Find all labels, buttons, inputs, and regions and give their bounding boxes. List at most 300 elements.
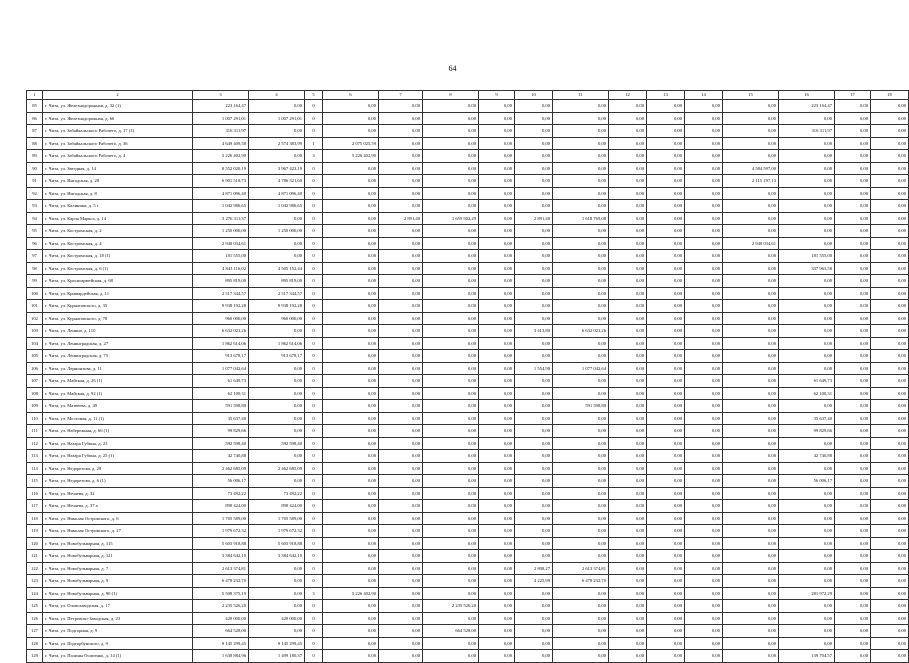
value-cell: 0,00 — [647, 537, 685, 550]
value-cell: 0,00 — [553, 312, 609, 325]
value-cell: 2 517 344,57 — [249, 287, 305, 300]
value-cell: 9 938 192,28 — [193, 300, 249, 313]
value-cell: 1 250 000,00 — [193, 225, 249, 238]
value-cell: 0,00 — [647, 600, 685, 613]
value-cell: 0,00 — [835, 262, 871, 275]
value-cell: 0,00 — [779, 300, 835, 313]
value-cell: 4 505 152,44 — [249, 262, 305, 275]
value-cell: 0,00 — [423, 312, 479, 325]
row-number-cell: 89 — [27, 150, 43, 163]
value-cell: 0 — [305, 525, 323, 538]
value-cell: 0,00 — [515, 300, 553, 313]
value-cell: 0,00 — [379, 612, 423, 625]
value-cell: 9 145 299,45 — [193, 637, 249, 650]
value-cell: 0,00 — [379, 337, 423, 350]
value-cell: 0,00 — [379, 475, 423, 488]
table-body — [27, 100, 909, 663]
address-cell: г. Чита, ул. Подгорбунского, д. 9 — [43, 637, 193, 650]
value-cell: 0,00 — [723, 375, 779, 388]
value-cell: 0,00 — [249, 600, 305, 613]
value-cell: 0,00 — [609, 237, 647, 250]
value-cell: 0,00 — [515, 137, 553, 150]
address-cell: г. Чита, ул. Новобульварная, д. 90 (1) — [43, 587, 193, 600]
value-cell: 0,00 — [779, 400, 835, 413]
value-cell: 4 225,99 — [515, 575, 553, 588]
value-cell: 0,00 — [553, 250, 609, 263]
value-cell: 0,00 — [249, 150, 305, 163]
value-cell: 0,00 — [685, 575, 723, 588]
value-cell: 0,00 — [423, 137, 479, 150]
value-cell: 1 862 614,06 — [249, 337, 305, 350]
value-cell: 913 678,17 — [249, 350, 305, 363]
value-cell: 3 — [305, 587, 323, 600]
value-cell: 0,00 — [553, 375, 609, 388]
value-cell: 0,00 — [479, 400, 515, 413]
value-cell: 139 704,57 — [779, 650, 835, 663]
value-cell: 0,00 — [515, 187, 553, 200]
value-cell: 0,00 — [249, 400, 305, 413]
value-cell: 0,00 — [723, 337, 779, 350]
value-cell: 73 492,22 — [249, 487, 305, 500]
value-cell: 0,00 — [685, 225, 723, 238]
value-cell: 0,00 — [479, 375, 515, 388]
value-cell: 0,00 — [835, 537, 871, 550]
value-cell: 0,00 — [685, 637, 723, 650]
value-cell: 0,00 — [515, 450, 553, 463]
value-cell: 0,00 — [835, 312, 871, 325]
value-cell: 0,00 — [723, 512, 779, 525]
table-row — [27, 287, 909, 300]
value-cell: 0,00 — [723, 525, 779, 538]
value-cell: 0,00 — [779, 575, 835, 588]
value-cell: 0,00 — [685, 550, 723, 563]
table-row — [27, 600, 909, 613]
address-cell: г. Чита, ул. Полины Осипенко, д. 14 (1) — [43, 650, 193, 663]
value-cell: 0,00 — [379, 375, 423, 388]
value-cell: 2 891,40 — [379, 212, 423, 225]
value-cell: 0,00 — [323, 475, 379, 488]
value-cell: 0,00 — [685, 200, 723, 213]
value-cell: 0,00 — [647, 337, 685, 350]
value-cell: 0,00 — [479, 475, 515, 488]
value-cell: 0,00 — [647, 275, 685, 288]
value-cell: 0,00 — [609, 225, 647, 238]
value-cell: 0,00 — [647, 287, 685, 300]
value-cell: 6 632 021,26 — [193, 325, 249, 338]
value-cell: 0,00 — [379, 412, 423, 425]
value-cell: 0,00 — [479, 562, 515, 575]
value-cell: 0,00 — [685, 487, 723, 500]
value-cell: 0,00 — [647, 575, 685, 588]
value-cell: 0,00 — [423, 650, 479, 663]
value-cell: 0,00 — [779, 362, 835, 375]
value-cell: 0,00 — [835, 325, 871, 338]
value-cell: 0,00 — [871, 237, 909, 250]
address-cell: г. Чита, ул. Лермонтова, д. 11 — [43, 362, 193, 375]
value-cell: 0,00 — [723, 425, 779, 438]
value-cell: 0,00 — [723, 400, 779, 413]
value-cell: 0 — [305, 562, 323, 575]
value-cell: 0,00 — [871, 137, 909, 150]
value-cell: 0,00 — [609, 587, 647, 600]
value-cell: 0,00 — [685, 625, 723, 638]
value-cell: 0,00 — [323, 237, 379, 250]
value-cell: 0,00 — [553, 350, 609, 363]
value-cell: 0,00 — [379, 537, 423, 550]
address-cell: г. Чита, ул. Николая Островского, д. 6 — [43, 512, 193, 525]
value-cell: 0,00 — [423, 400, 479, 413]
value-cell: 0,00 — [835, 425, 871, 438]
value-cell: 2 891,40 — [515, 212, 553, 225]
row-number-cell: 90 — [27, 162, 43, 175]
value-cell: 0,00 — [723, 362, 779, 375]
value-cell: 0,00 — [647, 362, 685, 375]
value-cell: 0,00 — [609, 325, 647, 338]
value-cell: 4 843 116,02 — [193, 262, 249, 275]
value-cell: 0,00 — [835, 212, 871, 225]
value-cell: 0,00 — [323, 112, 379, 125]
value-cell: 0,00 — [423, 187, 479, 200]
value-cell: 1 705 589,00 — [249, 512, 305, 525]
row-number-cell: 121 — [27, 550, 43, 563]
value-cell: 0 — [305, 412, 323, 425]
row-number-cell: 88 — [27, 137, 43, 150]
value-cell: 1 554,90 — [515, 362, 553, 375]
value-cell: 0,00 — [379, 450, 423, 463]
value-cell: 0,00 — [609, 300, 647, 313]
value-cell: 0,00 — [249, 450, 305, 463]
value-cell: 35 637,40 — [779, 412, 835, 425]
value-cell: 0,00 — [835, 275, 871, 288]
address-cell: г. Чита, ул. Курнатовского, д. 78 — [43, 312, 193, 325]
value-cell: 2 940 034,61 — [723, 237, 779, 250]
address-cell: г. Чита, ул. Костромская, д. 6 (1) — [43, 262, 193, 275]
row-number-cell: 120 — [27, 537, 43, 550]
value-cell: 0,00 — [609, 375, 647, 388]
value-cell: 0,00 — [871, 587, 909, 600]
value-cell: 0,00 — [723, 550, 779, 563]
value-cell: 0,00 — [871, 325, 909, 338]
value-cell: 0,00 — [553, 100, 609, 113]
value-cell: 0,00 — [723, 475, 779, 488]
table-row — [27, 300, 909, 313]
value-cell: 0,00 — [647, 475, 685, 488]
value-cell: 0,00 — [871, 575, 909, 588]
value-cell: 960 000,00 — [249, 312, 305, 325]
value-cell: 0,00 — [871, 375, 909, 388]
row-number-cell: 118 — [27, 512, 43, 525]
value-cell: 0,00 — [323, 450, 379, 463]
value-cell: 0 — [305, 312, 323, 325]
row-number-cell: 117 — [27, 500, 43, 513]
row-number-cell: 116 — [27, 487, 43, 500]
value-cell: 0 — [305, 300, 323, 313]
value-cell: 0,00 — [647, 500, 685, 513]
value-cell: 0,00 — [779, 200, 835, 213]
value-cell: 0 — [305, 475, 323, 488]
value-cell: 0,00 — [423, 125, 479, 138]
row-number-cell: 114 — [27, 462, 43, 475]
value-cell: 0,00 — [423, 112, 479, 125]
value-cell: 0,00 — [479, 512, 515, 525]
value-cell: 0,00 — [647, 300, 685, 313]
value-cell: 0,00 — [379, 525, 423, 538]
value-cell: 0,00 — [379, 237, 423, 250]
value-cell: 0,00 — [723, 100, 779, 113]
value-cell: 0,00 — [479, 450, 515, 463]
table-row — [27, 587, 909, 600]
value-cell: 0,00 — [515, 337, 553, 350]
value-cell: 5 226 402,90 — [323, 150, 379, 163]
value-cell: 0,00 — [685, 312, 723, 325]
value-cell: 0,00 — [871, 450, 909, 463]
value-cell: 0,00 — [609, 150, 647, 163]
value-cell: 0,00 — [379, 625, 423, 638]
value-cell: 0,00 — [871, 650, 909, 663]
value-cell: 0,00 — [423, 512, 479, 525]
value-cell: 0,00 — [609, 212, 647, 225]
value-cell: 0,00 — [479, 325, 515, 338]
value-cell: 0,00 — [609, 525, 647, 538]
value-cell: 0 — [305, 400, 323, 413]
value-cell: 0,00 — [515, 612, 553, 625]
value-cell: 0,00 — [779, 150, 835, 163]
value-cell: 0,00 — [723, 137, 779, 150]
address-cell: г. Чита, ул. Нечаева, д. 37 а — [43, 500, 193, 513]
column-header: 9 — [479, 91, 515, 100]
value-cell: 0 — [305, 350, 323, 363]
value-cell: 0,00 — [723, 462, 779, 475]
value-cell: 0,00 — [685, 437, 723, 450]
value-cell: 0,00 — [609, 287, 647, 300]
value-cell: 0,00 — [249, 362, 305, 375]
column-header: 4 — [249, 91, 305, 100]
value-cell: 0,00 — [553, 650, 609, 663]
value-cell: 42 740,88 — [193, 450, 249, 463]
value-cell: 2 115 197,13 — [723, 175, 779, 188]
value-cell: 0,00 — [379, 162, 423, 175]
value-cell: 0,00 — [685, 450, 723, 463]
table-row — [27, 250, 909, 263]
value-cell: 0,00 — [553, 475, 609, 488]
value-cell: 0,00 — [249, 100, 305, 113]
table-row — [27, 112, 909, 125]
address-cell: г. Чита, ул. Забайкальского Рабочего, д. 17 (1) — [43, 125, 193, 138]
value-cell: 0,00 — [723, 600, 779, 613]
value-cell: 0,00 — [835, 437, 871, 450]
value-cell: 0,00 — [723, 250, 779, 263]
value-cell: 0,00 — [609, 637, 647, 650]
value-cell: 0,00 — [323, 375, 379, 388]
address-cell: г. Чита, ул. Новобульварная, д. 9 — [43, 575, 193, 588]
value-cell: 56 006,17 — [779, 475, 835, 488]
value-cell: 0 — [305, 425, 323, 438]
table-row — [27, 612, 909, 625]
row-number-cell: 104 — [27, 337, 43, 350]
row-number-cell: 101 — [27, 300, 43, 313]
value-cell: 960 000,00 — [193, 312, 249, 325]
value-cell: 0,00 — [647, 487, 685, 500]
value-cell: 0,00 — [249, 412, 305, 425]
value-cell: 0,00 — [515, 112, 553, 125]
value-cell: 0,00 — [723, 612, 779, 625]
value-cell: 0,00 — [423, 575, 479, 588]
value-cell: 223 164,47 — [193, 100, 249, 113]
row-number-cell: 108 — [27, 387, 43, 400]
address-cell: г. Чита, ул. Кршвардейская, д. 11 — [43, 287, 193, 300]
value-cell: 0 — [305, 375, 323, 388]
value-cell: 0,00 — [515, 287, 553, 300]
value-cell: 0,00 — [553, 487, 609, 500]
row-number-cell: 93 — [27, 200, 43, 213]
value-cell: 0,00 — [871, 462, 909, 475]
value-cell: 0,00 — [723, 575, 779, 588]
value-cell: 0,00 — [553, 412, 609, 425]
value-cell: 0,00 — [423, 325, 479, 338]
value-cell: 0,00 — [249, 625, 305, 638]
table-row — [27, 462, 909, 475]
value-cell: 0,00 — [515, 637, 553, 650]
value-cell: 0,00 — [835, 375, 871, 388]
value-cell: 0,00 — [515, 200, 553, 213]
address-cell: г. Чита, ул. Костромская, д. 2 — [43, 225, 193, 238]
value-cell: 4 584 597,00 — [723, 162, 779, 175]
value-cell: 0,00 — [379, 487, 423, 500]
value-cell: 0,00 — [515, 600, 553, 613]
value-cell: 0,00 — [323, 262, 379, 275]
value-cell: 0,00 — [779, 612, 835, 625]
value-cell: 4 649 409,58 — [193, 137, 249, 150]
value-cell: 0,00 — [835, 137, 871, 150]
row-number-cell: 85 — [27, 100, 43, 113]
column-header: 17 — [835, 91, 871, 100]
value-cell: 0,00 — [515, 125, 553, 138]
value-cell: 42 740,88 — [779, 450, 835, 463]
value-cell: 0,00 — [379, 150, 423, 163]
column-header: 8 — [423, 91, 479, 100]
value-cell: 0,00 — [685, 112, 723, 125]
value-cell: 0,00 — [553, 137, 609, 150]
value-cell: 0,00 — [871, 250, 909, 263]
value-cell: 0,00 — [323, 125, 379, 138]
value-cell: 0,00 — [835, 462, 871, 475]
row-number-cell: 124 — [27, 587, 43, 600]
value-cell: 0,00 — [479, 425, 515, 438]
value-cell: 0,00 — [423, 100, 479, 113]
value-cell: 56 006,17 — [193, 475, 249, 488]
value-cell: 0,00 — [779, 637, 835, 650]
value-cell: 0,00 — [685, 587, 723, 600]
value-cell: 6 632 021,26 — [553, 325, 609, 338]
value-cell: 0,00 — [871, 550, 909, 563]
value-cell: 0,00 — [723, 350, 779, 363]
value-cell: 0,00 — [553, 637, 609, 650]
value-cell: 0,00 — [835, 300, 871, 313]
value-cell: 0,00 — [323, 650, 379, 663]
address-cell: г. Чита, ул. Новобульварная, д. 115 — [43, 537, 193, 550]
row-number-cell: 92 — [27, 187, 43, 200]
value-cell: 1 979 672,32 — [249, 525, 305, 538]
value-cell: 0,00 — [685, 537, 723, 550]
value-cell: 0,00 — [323, 462, 379, 475]
value-cell: 0,00 — [515, 275, 553, 288]
value-cell: 281 972,29 — [779, 587, 835, 600]
value-cell: 0,00 — [323, 487, 379, 500]
value-cell: 0,00 — [423, 150, 479, 163]
value-cell: 0,00 — [379, 387, 423, 400]
value-cell: 0,00 — [479, 587, 515, 600]
value-cell: 1 499 180,37 — [249, 650, 305, 663]
value-cell: 0,00 — [479, 575, 515, 588]
value-cell: 1 618 769,08 — [553, 212, 609, 225]
value-cell: 0,00 — [515, 537, 553, 550]
value-cell: 0,00 — [479, 462, 515, 475]
column-header: 3 — [193, 91, 249, 100]
value-cell: 0,00 — [779, 562, 835, 575]
value-cell: 0,00 — [723, 112, 779, 125]
value-cell: 0,00 — [609, 462, 647, 475]
row-number-cell: 96 — [27, 237, 43, 250]
table-row — [27, 275, 909, 288]
value-cell: 0,00 — [323, 225, 379, 238]
value-cell: 0,00 — [515, 400, 553, 413]
table-row — [27, 337, 909, 350]
value-cell: 0 — [305, 325, 323, 338]
value-cell: 0,00 — [379, 225, 423, 238]
value-cell: 0,00 — [479, 100, 515, 113]
value-cell: 0,00 — [553, 275, 609, 288]
row-number-cell: 128 — [27, 637, 43, 650]
value-cell: 0,00 — [515, 475, 553, 488]
value-cell: 0,00 — [647, 425, 685, 438]
value-cell: 0,00 — [871, 312, 909, 325]
value-cell: 0,00 — [323, 412, 379, 425]
value-cell: 223 164,47 — [779, 100, 835, 113]
value-cell: 0,00 — [723, 537, 779, 550]
value-cell: 0,00 — [379, 425, 423, 438]
row-number-cell: 98 — [27, 262, 43, 275]
column-header: 1 — [27, 91, 43, 100]
value-cell: 0,00 — [609, 450, 647, 463]
value-cell: 1 042 986,65 — [193, 200, 249, 213]
row-number-cell: 100 — [27, 287, 43, 300]
value-cell: 0,00 — [835, 450, 871, 463]
value-cell: 0,00 — [779, 237, 835, 250]
value-cell: 0,00 — [423, 462, 479, 475]
value-cell: 0,00 — [323, 312, 379, 325]
value-cell: 0,00 — [423, 237, 479, 250]
value-cell: 0,00 — [249, 250, 305, 263]
value-cell: 0,00 — [423, 175, 479, 188]
table-row — [27, 325, 909, 338]
value-cell: 0,00 — [609, 512, 647, 525]
value-cell: 0,00 — [685, 300, 723, 313]
value-cell: 9 145 299,45 — [249, 637, 305, 650]
value-cell: 0,00 — [779, 112, 835, 125]
value-cell: 0,00 — [553, 262, 609, 275]
address-cell: г. Чита, ул. Назара Губина, д. 25 (1) — [43, 450, 193, 463]
value-cell: 0,00 — [323, 100, 379, 113]
table-row — [27, 125, 909, 138]
table-row — [27, 137, 909, 150]
value-cell: 0,00 — [685, 600, 723, 613]
value-cell: 0,00 — [685, 262, 723, 275]
value-cell: 0,00 — [323, 562, 379, 575]
value-cell: 0,00 — [515, 375, 553, 388]
value-cell: 0,00 — [423, 475, 479, 488]
value-cell: 3 384 642,10 — [193, 550, 249, 563]
value-cell: 0,00 — [423, 200, 479, 213]
